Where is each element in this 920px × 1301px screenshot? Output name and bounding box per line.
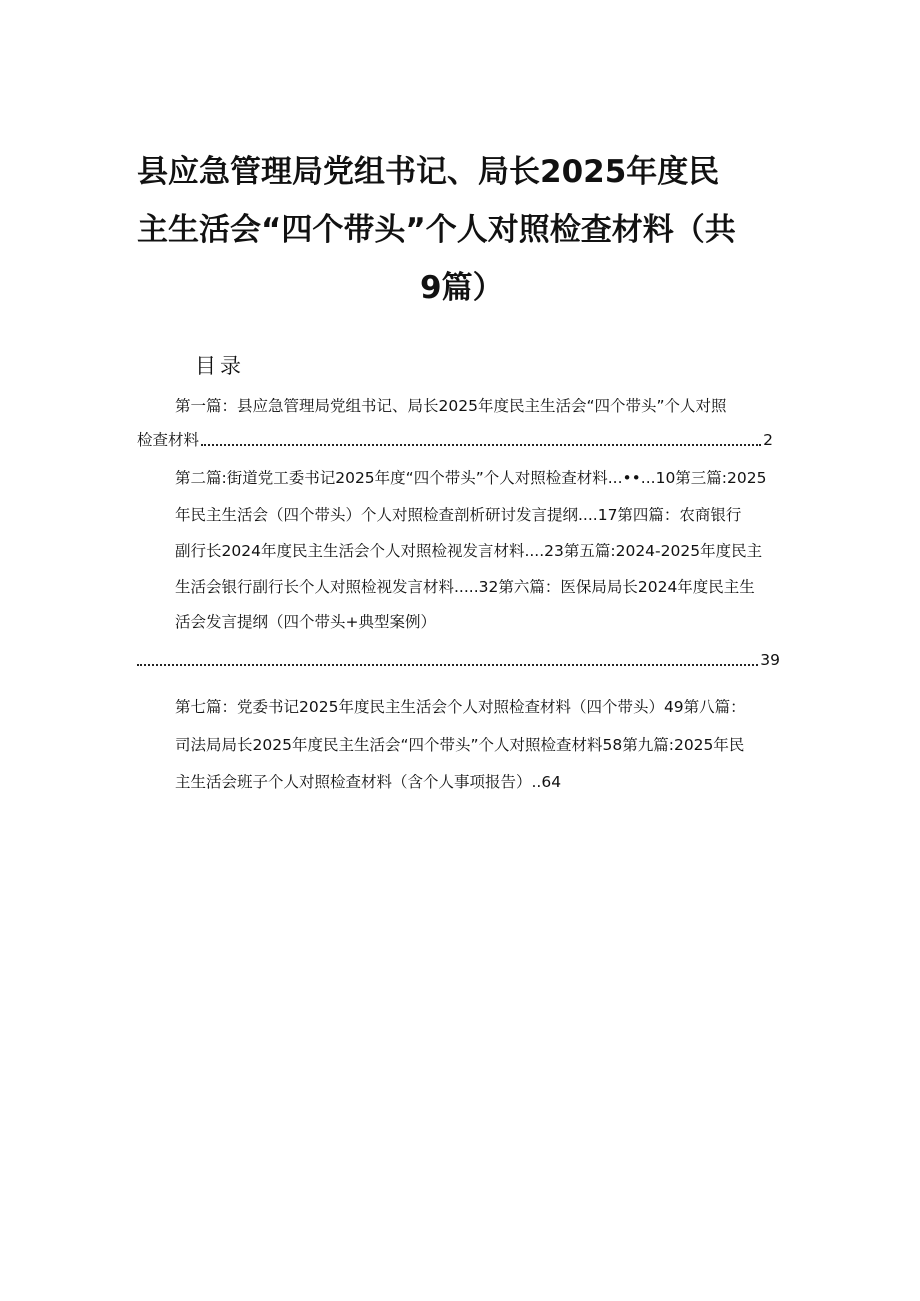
toc-block-2-line-5: 活会发言提纲（四个带头+典型案例） bbox=[175, 613, 436, 631]
title-line-2: 主生活会“四个带头”个人对照检查材料（共 bbox=[137, 212, 736, 248]
title-line-1: 县应急管理局党组书记、局长2025年度民 bbox=[137, 154, 720, 190]
toc-entry-1-label: 检查材料 bbox=[137, 431, 200, 449]
toc-block-2-page: 39 bbox=[760, 651, 780, 669]
toc-leader-dots bbox=[201, 444, 761, 446]
toc-block-2-line-2: 年民主生活会（四个带头）个人对照检查剖析研讨发言提纲....17第四篇：农商银行 bbox=[175, 506, 742, 524]
toc-heading: 目录 bbox=[195, 354, 245, 378]
toc-block-2-line-1: 第二篇:街道党工委书记2025年度“四个带头”个人对照检查材料...••...10第三篇:2025 bbox=[175, 469, 767, 487]
toc-block-2-page-line bbox=[137, 648, 780, 672]
toc-leader-dots bbox=[137, 664, 758, 666]
toc-block-2-line-3: 副行长2024年度民主生活会个人对照检视发言材料....23第五篇:2024-2025年度民主 bbox=[175, 542, 763, 560]
title-line-3: 9篇） bbox=[420, 270, 504, 306]
toc-block-3-line-3: 主生活会班子个人对照检查材料（含个人事项报告）..64 bbox=[175, 773, 562, 791]
toc-entry-1-line-1: 第一篇：县应急管理局党组书记、局长2025年度民主生活会“四个带头”个人对照 bbox=[175, 397, 727, 415]
toc-block-2-line-4: 生活会银行副行长个人对照检视发言材料.....32第六篇：医保局局长2024年度民主生 bbox=[175, 578, 755, 596]
toc-block-3-line-2: 司法局局长2025年度民主生活会“四个带头”个人对照检查材料58第九篇:2025年民 bbox=[175, 736, 745, 754]
toc-block-3-line-1: 第七篇：党委书记2025年度民主生活会个人对照检查材料（四个带头）49第八篇： bbox=[175, 698, 746, 716]
toc-entry-1-page: 2 bbox=[763, 431, 773, 449]
toc-entry-1-line-2 bbox=[137, 428, 773, 452]
